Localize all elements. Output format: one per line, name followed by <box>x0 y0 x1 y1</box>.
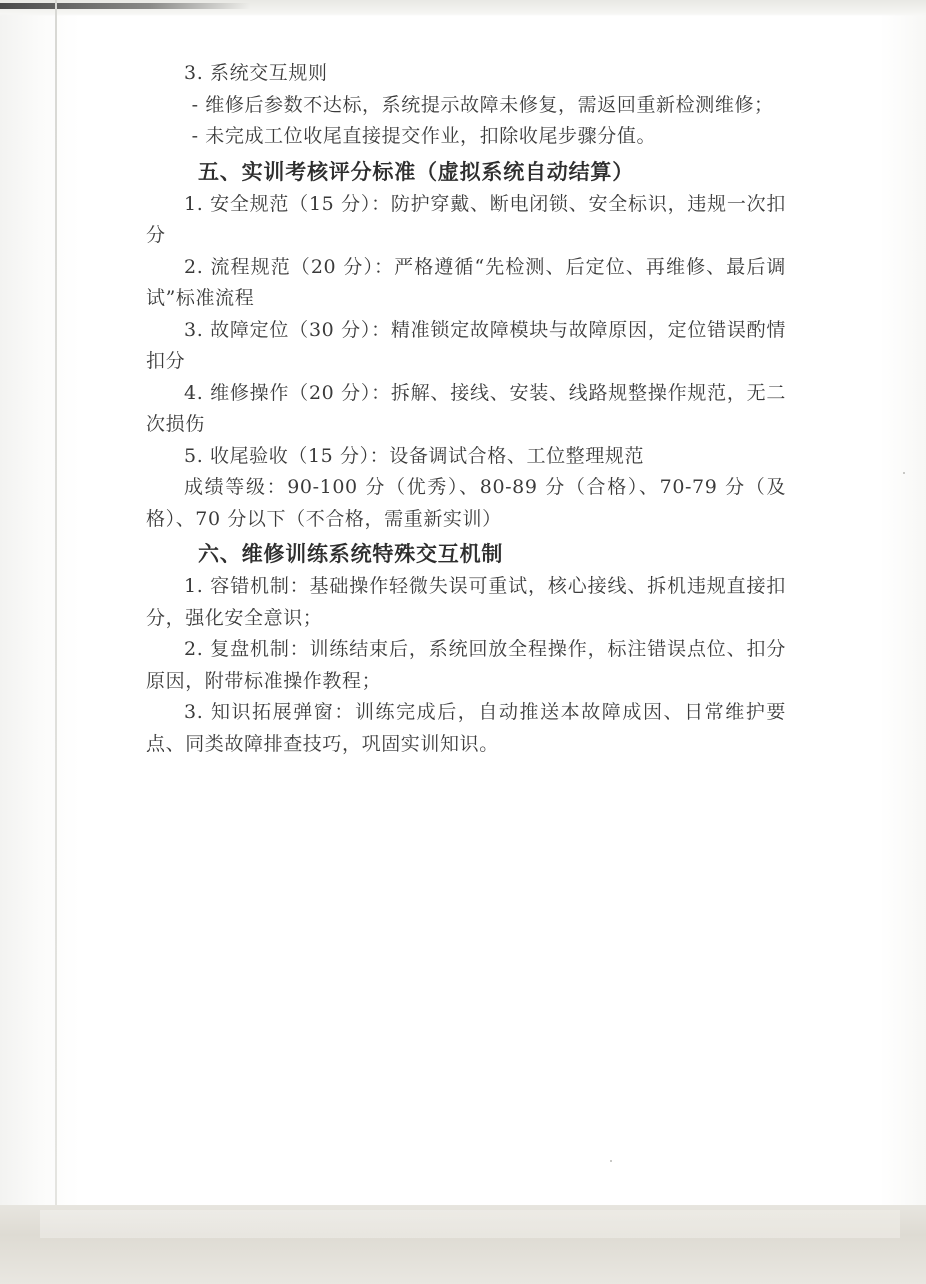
document-body <box>146 58 786 760</box>
mechanism-fault-tolerance: 1. 容错机制：基础操作轻微失误可重试，核心接线、拆机违规直接扣分，强化安全意识； <box>146 575 786 629</box>
rules-bullet-2: - 未完成工位收尾直接提交作业，扣除收尾步骤分值。 <box>191 125 657 147</box>
scan-bottom-paper-edge <box>40 1210 900 1238</box>
mechanism-knowledge-popup: 3. 知识拓展弹窗：训练完成后，自动推送本故障成因、日常维护要点、同类故障排查技巧，巩固实训知识。 <box>146 701 786 755</box>
section-6-heading: 六、维修训练系统特殊交互机制 <box>198 542 504 566</box>
score-item-repair: 4. 维修操作（20 分）：拆解、接线、安装、线路规整操作规范，无二次损伤 <box>146 381 786 435</box>
scan-speck <box>610 1160 612 1162</box>
score-item-fault-location: 3. 故障定位（30 分）：精准锁定故障模块与故障原因，定位错误酌情扣分 <box>146 318 786 372</box>
scan-speck <box>903 472 905 474</box>
scan-left-fold-line <box>55 0 57 1210</box>
score-item-process: 2. 流程规范（20 分）：严格遵循“先检测、后定位、再维修、最后调试”标准流程 <box>146 255 786 309</box>
mechanism-review: 2. 复盘机制：训练结束后，系统回放全程操作，标注错误点位、扣分原因，附带标准操作教程； <box>146 638 786 692</box>
grade-levels: 成绩等级：90-100 分（优秀）、80-89 分（合格）、70-79 分（及格）、70 分以下（不合格，需重新实训） <box>146 476 786 530</box>
rules-bullet-1: - 维修后参数不达标，系统提示故障未修复，需返回重新检测维修； <box>191 93 774 116</box>
score-item-acceptance: 5. 收尾验收（15 分）：设备调试合格、工位整理规范 <box>184 444 645 467</box>
score-item-safety: 1. 安全规范（15 分）：防护穿戴、断电闭锁、安全标识，违规一次扣分 <box>146 192 786 246</box>
section-5-heading: 五、实训考核评分标准（虚拟系统自动结算） <box>198 159 634 184</box>
rules-subtitle: 3. 系统交互规则 <box>184 62 328 84</box>
scan-top-shadow-bar <box>0 3 250 9</box>
